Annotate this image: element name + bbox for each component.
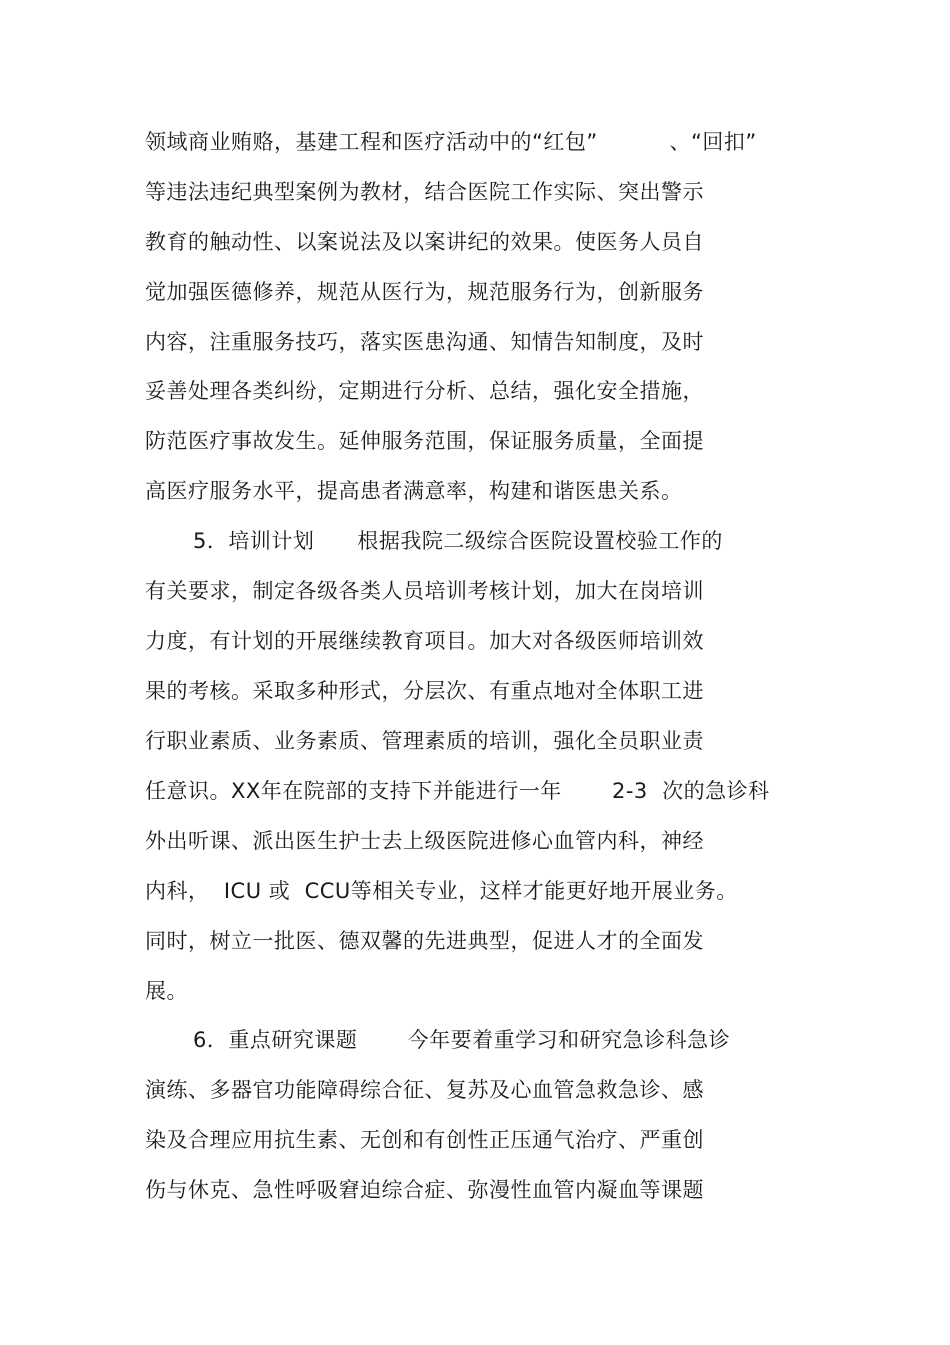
text-line: 教育的触动性、以案说法及以案讲纪的效果。使医务人员自 xyxy=(145,230,704,254)
text-line: 力度，有计划的开展继续教育项目。加大对各级医师培训效 xyxy=(145,629,704,653)
text-line: 外出听课、派出医生护士去上级医院进修心血管内科，神经 xyxy=(145,829,704,853)
text-line: 染及合理应用抗生素、无创和有创性正压通气治疗、严重创 xyxy=(145,1128,704,1152)
text-line: 行职业素质、业务素质、管理素质的培训，强化全员职业责 xyxy=(145,729,704,753)
section-heading-line: 5．培训计划 根据我院二级综合医院设置校验工作的 xyxy=(193,529,723,553)
section-heading-line: 6．重点研究课题 今年要着重学习和研究急诊科急诊 xyxy=(193,1028,731,1052)
text-line: 高医疗服务水平，提高患者满意率，构建和谐医患关系。 xyxy=(145,479,683,503)
text-line: 内科， ICU 或 CCU等相关专业，这样才能更好地开展业务。 xyxy=(145,879,738,903)
text-line: 演练、多器官功能障碍综合征、复苏及心血管急救急诊、感 xyxy=(145,1078,704,1102)
text-line: 内容，注重服务技巧，落实医患沟通、知情告知制度，及时 xyxy=(145,330,704,354)
text-line: 等违法违纪典型案例为教材，结合医院工作实际、突出警示 xyxy=(145,180,704,204)
text-line: 有关要求，制定各级各类人员培训考核计划，加大在岗培训 xyxy=(145,579,704,603)
text-line: 妥善处理各类纠纷，定期进行分析、总结，强化安全措施， xyxy=(145,379,704,403)
text-line: 觉加强医德修养，规范从医行为，规范服务行为，创新服务 xyxy=(145,280,704,304)
text-line: 展。 xyxy=(145,979,188,1003)
text-line: 防范医疗事故发生。延伸服务范围，保证服务质量，全面提 xyxy=(145,429,704,453)
text-line: 伤与休克、急性呼吸窘迫综合症、弥漫性血管内凝血等课题 xyxy=(145,1178,704,1202)
text-line: 任意识。XX年在院部的支持下并能进行一年 2-3 次的急诊科 xyxy=(145,779,770,803)
text-line: 同时，树立一批医、德双馨的先进典型，促进人才的全面发 xyxy=(145,929,704,953)
text-line: 果的考核。采取多种形式，分层次、有重点地对全体职工进 xyxy=(145,679,704,703)
text-line: 领域商业贿赂，基建工程和医疗活动中的“红包” 、“回扣” xyxy=(145,130,757,154)
